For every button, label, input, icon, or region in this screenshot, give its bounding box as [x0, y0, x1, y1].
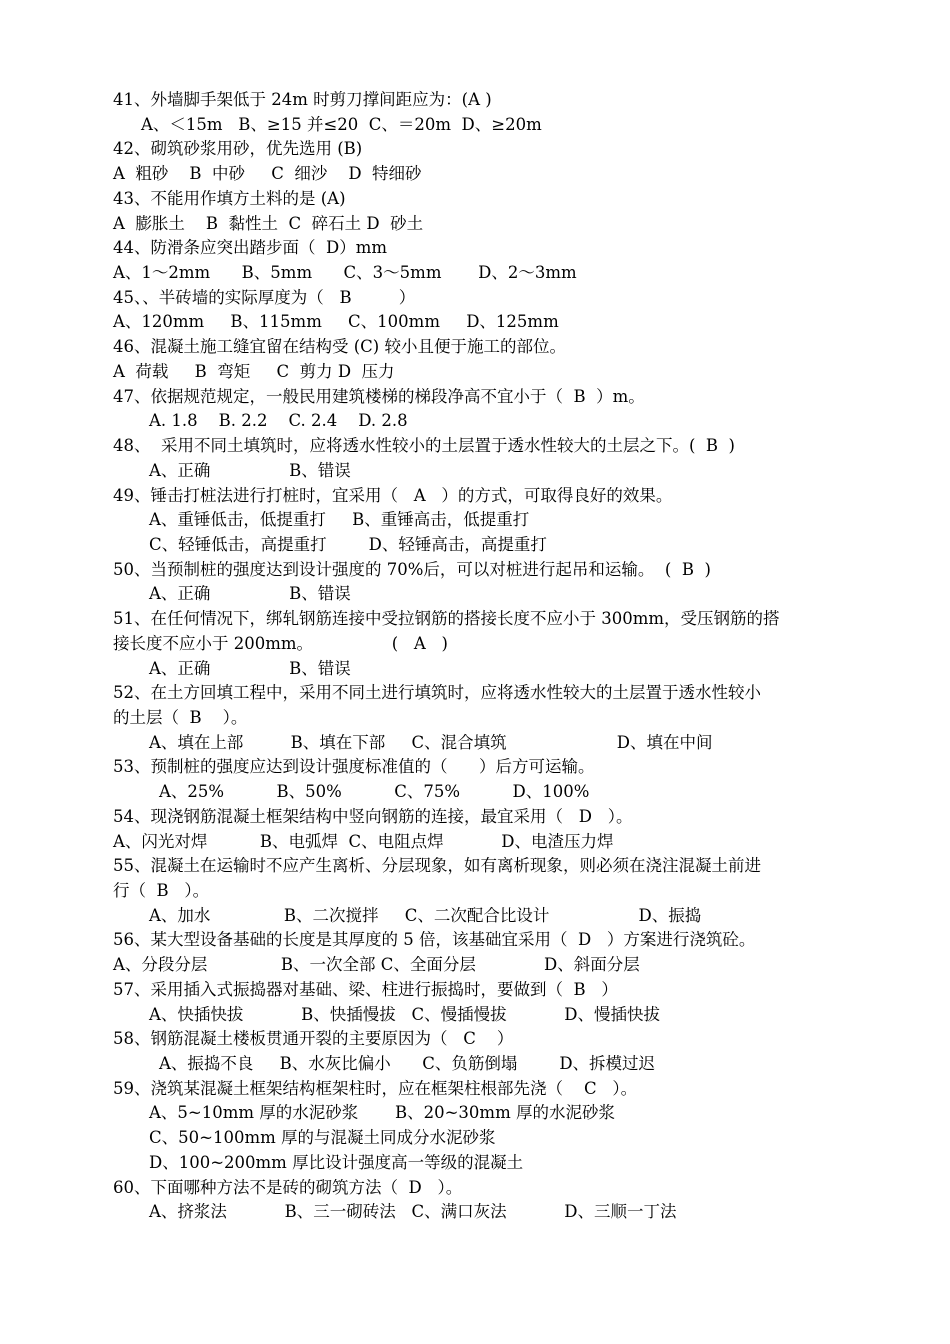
options-42: A 粗砂 B 中砂 C 细沙 D 特细砂 — [113, 164, 422, 184]
options-44: A、1～2mm B、5mm C、3～5mm D、2～3mm — [113, 263, 577, 283]
question-55-cont: 行（ B ）。 — [113, 881, 210, 900]
question-47: 47、依据规范规定，一般民用建筑楼梯的梯段净高不宜小于（ B ）m。 — [113, 386, 645, 406]
options-55: A、加水 B、二次搅拌 C、二次配合比设计 D、振捣 — [149, 905, 702, 925]
question-48: 48、 采用不同土填筑时，应将透水性较小的土层置于透水性较大的土层之下。( B ) — [113, 436, 735, 456]
options-57: A、快插快拔 B、快插慢拔 C、慢插慢拔 D、慢插快拔 — [149, 1004, 661, 1024]
options-54: A、闪光对焊 B、电弧焊 C、电阻点焊 D、电渣压力焊 — [113, 831, 614, 851]
options-56: A、分段分层 B、一次全部 C、全面分层 D、斜面分层 — [113, 955, 640, 975]
question-52-cont: 的土层（ B ）。 — [113, 707, 248, 727]
options-48: A、正确 B、错误 — [149, 460, 351, 480]
options-60: A、挤浆法 B、三一砌砖法 C、满口灰法 D、三顺一丁法 — [149, 1202, 677, 1222]
options-59-row2: C、50~100mm 厚的与混凝土同成分水泥砂浆 — [149, 1128, 496, 1148]
question-51-cont: 接长度不应小于 200mm。 ( A ) — [113, 633, 448, 653]
options-52: A、填在上部 B、填在下部 C、混合填筑 D、填在中间 — [149, 732, 713, 752]
question-58: 58、钢筋混凝土楼板贯通开裂的主要原因为（ C ） — [113, 1029, 514, 1049]
options-53: A、25% B、50% C、75% D、100% — [159, 782, 590, 802]
question-49: 49、锤击打桩法进行打桩时，宜采用（ A ）的方式，可取得良好的效果。 — [113, 485, 673, 505]
options-46: A 荷载 B 弯矩 C 剪力 D 压力 — [113, 361, 395, 381]
question-43: 43、不能用作填方土料的是 (A) — [113, 188, 346, 208]
options-59-row1: A、5~10mm 厚的水泥砂浆 B、20~30mm 厚的水泥砂浆 — [149, 1103, 615, 1123]
options-47: A. 1.8 B. 2.2 C. 2.4 D. 2.8 — [149, 411, 408, 431]
question-44: 44、防滑条应突出踏步面（ D）mm — [113, 238, 388, 258]
options-50: A、正确 B、错误 — [149, 584, 351, 604]
options-58: A、振捣不良 B、水灰比偏小 C、负筋倒塌 D、拆模过迟 — [159, 1054, 656, 1074]
question-55: 55、混凝土在运输时不应产生离析、分层现象，如有离析现象，则必须在浇注混凝土前进 — [113, 856, 761, 876]
question-46: 46、混凝土施工缝宜留在结构受 (C) 较小且便于施工的部位。 — [113, 337, 566, 357]
question-56: 56、某大型设备基础的长度是其厚度的 5 倍，该基础宜采用（ D ）方案进行浇筑砼。 — [113, 930, 756, 950]
document-page — [113, 88, 873, 1225]
options-51: A、正确 B、错误 — [149, 658, 351, 678]
options-41: A、＜15m B、≥15 并≤20 C、＝20m D、≥20m — [141, 114, 542, 134]
question-53: 53、预制桩的强度应达到设计强度标准值的（ ）后方可运输。 — [113, 757, 595, 777]
question-50: 50、当预制桩的强度达到设计强度的 70%后，可以对桩进行起吊和运输。 ( B ) — [113, 559, 711, 579]
question-41: 41、外墙脚手架低于 24m 时剪刀撑间距应为：(A ) — [113, 90, 492, 109]
question-42: 42、砌筑砂浆用砂，优先选用 (B) — [113, 139, 363, 159]
options-45: A、120mm B、115mm C、100mm D、125mm — [113, 312, 559, 332]
options-49-row1: A、重锤低击，低提重打 B、重锤高击，低提重打 — [149, 510, 530, 530]
options-43: A 膨胀土 B 黏性土 C 碎石土 D 砂土 — [113, 213, 424, 233]
question-57: 57、采用插入式振捣器对基础、梁、柱进行振捣时，要做到（ B ） — [113, 979, 618, 999]
options-59-row3: D、100~200mm 厚比设计强度高一等级的混凝土 — [149, 1152, 524, 1172]
question-54: 54、现浇钢筋混凝土框架结构中竖向钢筋的连接，最宜采用（ D ）。 — [113, 806, 633, 826]
question-52: 52、在土方回填工程中，采用不同土进行填筑时，应将透水性较大的土层置于透水性较小 — [113, 683, 761, 703]
question-51: 51、在任何情况下，绑轧钢筋连接中受拉钢筋的搭接长度不应小于 300mm，受压钢筋的搭 — [113, 609, 780, 629]
question-60: 60、下面哪种方法不是砖的砌筑方法（ D ）。 — [113, 1177, 463, 1197]
question-45: 45、、半砖墙的实际厚度为（ B ） — [113, 287, 416, 307]
question-59: 59、浇筑某混凝土框架结构框架柱时，应在框架柱根部先浇（ C ）。 — [113, 1078, 638, 1098]
options-49-row2: C、轻锤低击，高提重打 D、轻锤高击，高提重打 — [149, 534, 547, 554]
